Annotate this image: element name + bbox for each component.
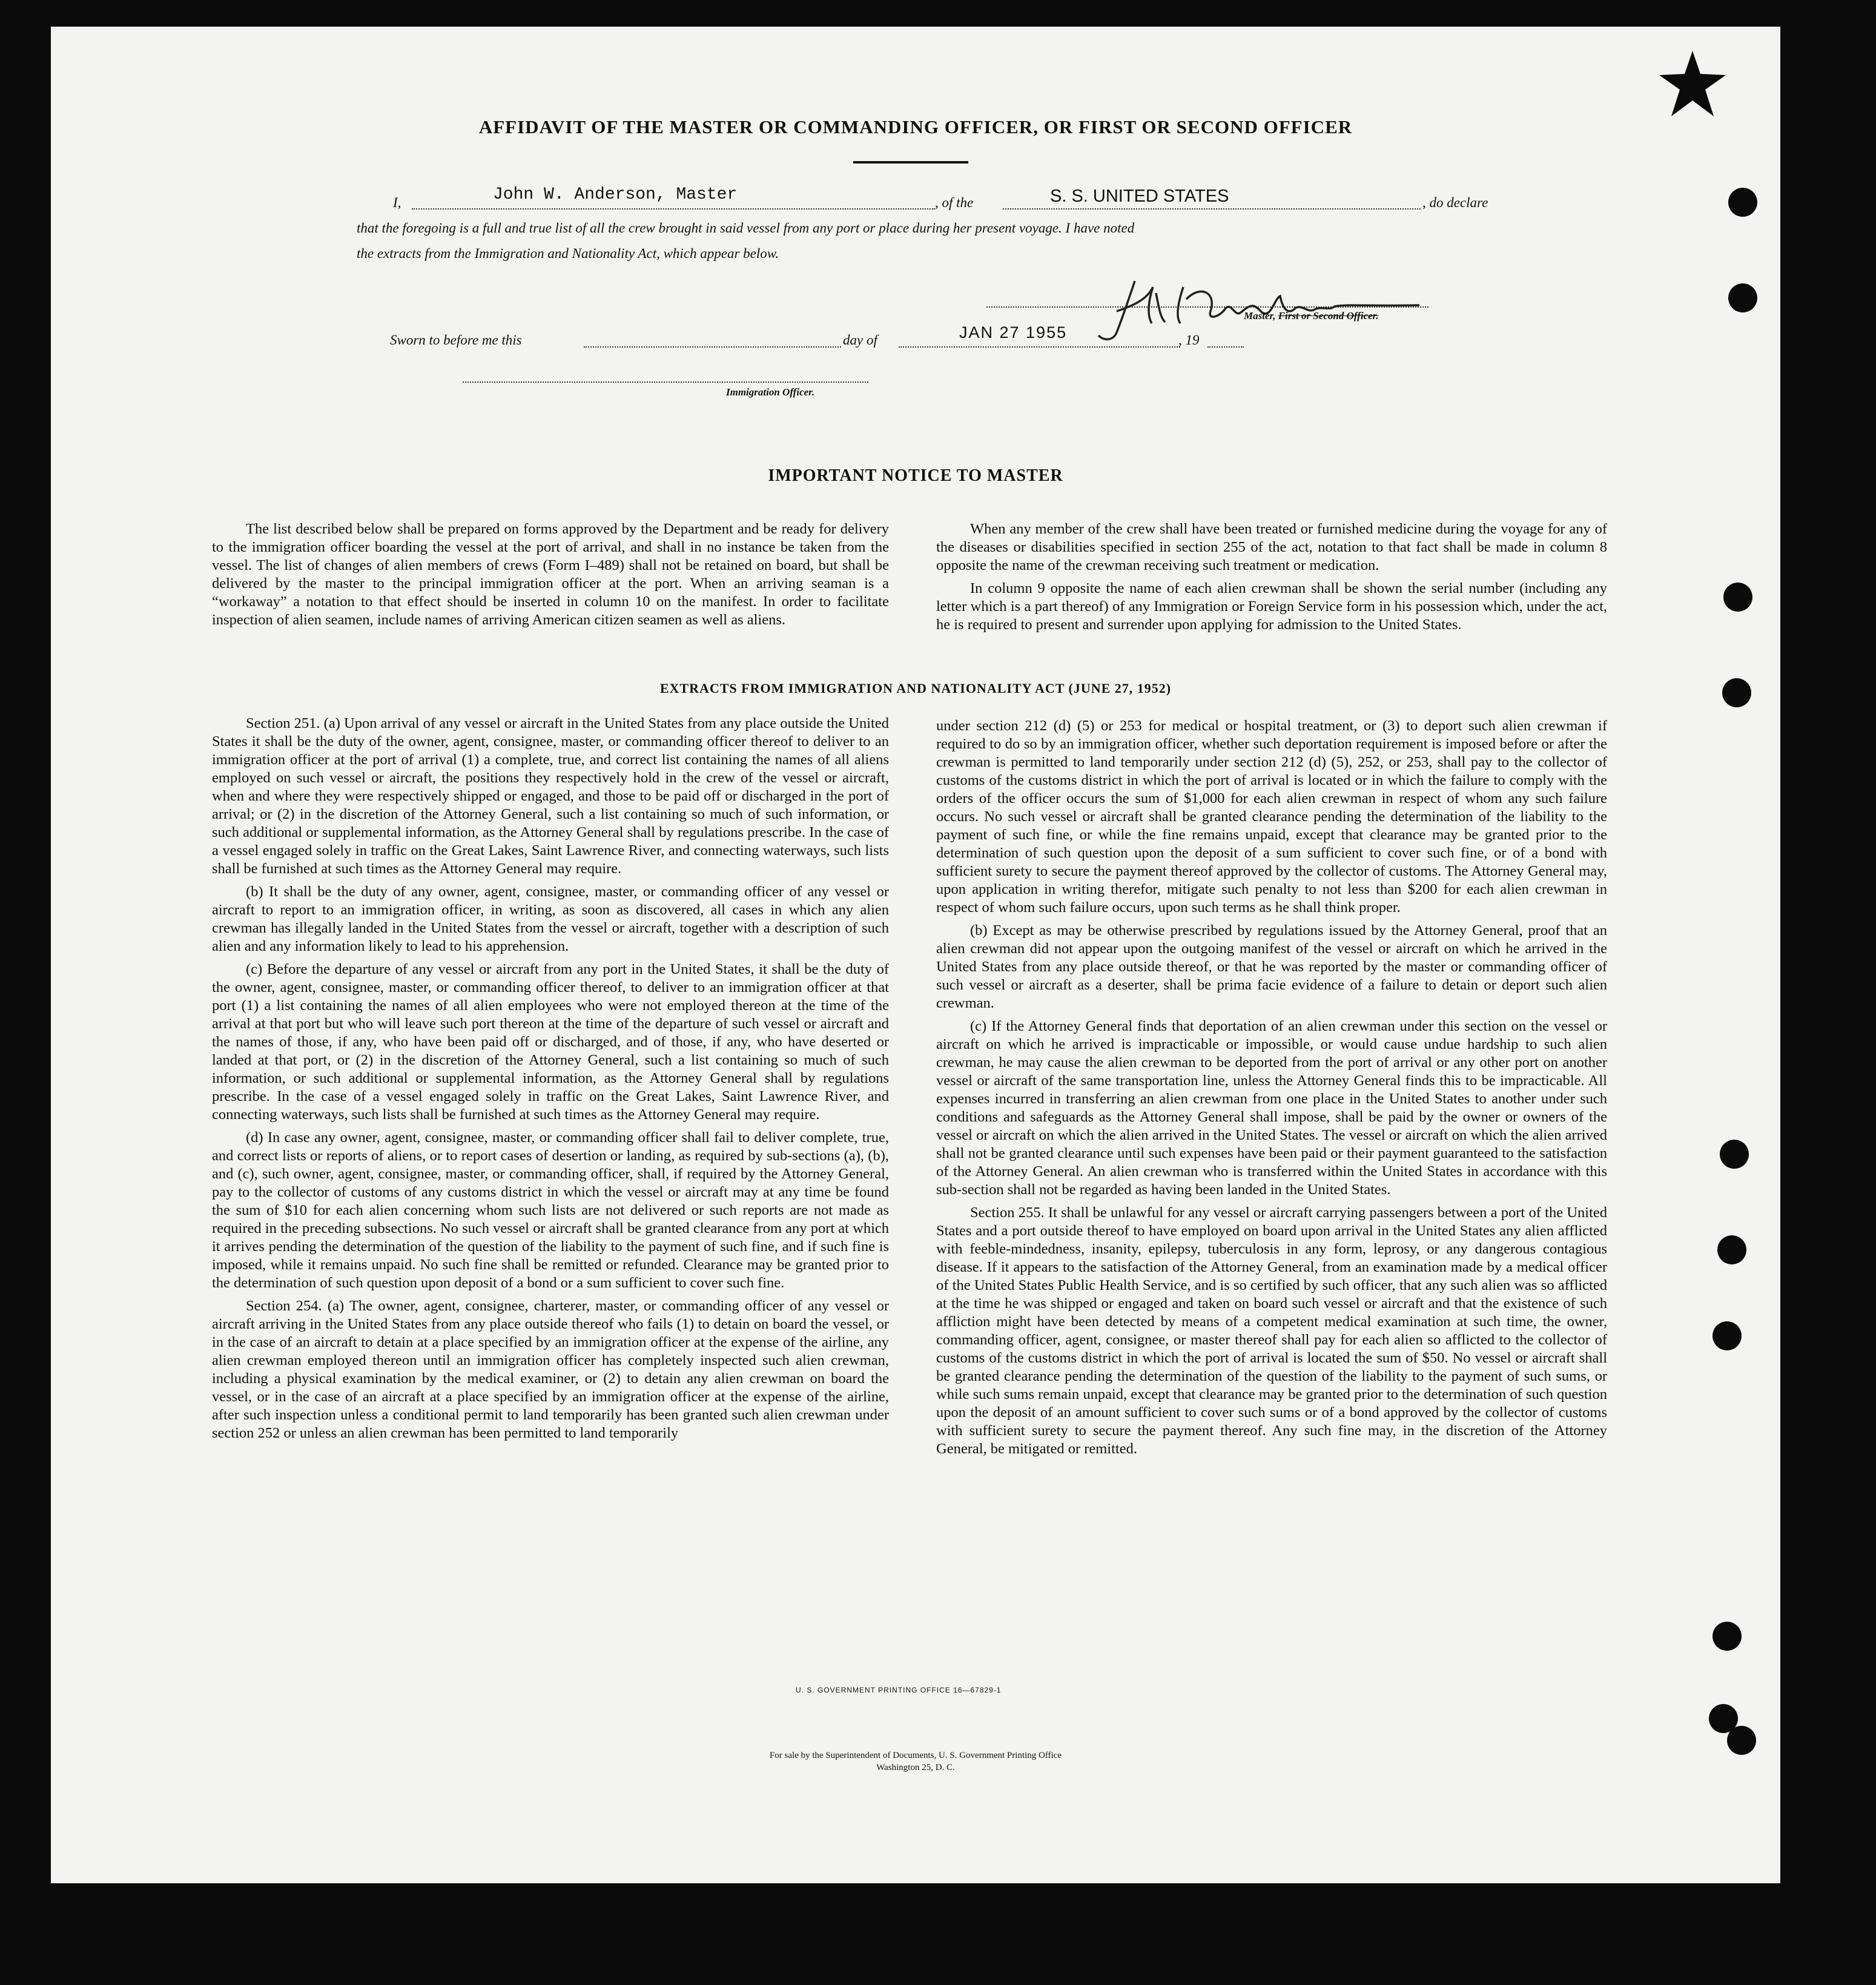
declaration-line-2: the extracts from the Immigration and Nationality Act, which appear below.: [357, 246, 779, 261]
prefix-i: I,: [393, 195, 401, 210]
of-the-label: , of the: [935, 195, 974, 210]
section-254-a-continued: under section 212 (d) (5) or 253 for medical or hospital treatment, or (3) to deport such alien crewman if required to do so by an immigration officer, whether such deportation requirement is imposed before or after the crewman is permitted to land temporarily under section 212 (d) (5), 252, or 253, shall pay to the collector of customs of the customs district in which the port of arrival is located or in which the failure to comply with the orders of the officer occurs the sum of $1,000 for each alien crewman in respect of whom any such failure occurs. No such vessel or aircraft shall be granted clearance pending the determination of the liability to the payment of such fine, or while the fine remains unpaid, except that clearance may be granted prior to the determination of such question upon the deposit of a sum sufficient to cover such fine, or of a bond with sufficient surety to secure the payment thereof approved by the collector of customs. The Attorney General may, upon application in writing therefor, mitigate such penalty to not less than $200 for each alien crewman in respect of whom such failure occurs, upon such terms as he shall think proper.: [936, 718, 1607, 916]
section-251-d: (d) In case any owner, agent, consignee, master, or commanding officer shall fail to deliver complete, true, and correct lists or reports of aliens, or to report cases of desertion or landing, as required by sub-sections (a), (b), and (c), such owner, agent, consignee, master, or commanding officer, shall, if required by the Attorney General, pay to the collector of customs of any customs district in which the vessel or aircraft may at any time be found the sum of $10 for each alien concerning whom such lists are not delivered or such reports are not made as required in the preceding subsections. No such vessel or aircraft shall be granted clearance from any port at which it arrives pending the determination of the question of the liability to the payment of such fine, and if such fine is imposed, while it remains unpaid. No such fine shall be remitted or refunded. Clearance may be granted prior to the determination of such question upon deposit of a bond or a sum sufficient to cover such fine.: [212, 1129, 889, 1291]
sworn-day-line: [584, 346, 841, 348]
declaration-line-1: that the foregoing is a full and true list of all the crew brought in said vessel from any port or place during her present voyage. I have noted: [357, 220, 1135, 236]
sworn-label: Sworn to before me this: [390, 332, 522, 348]
punch-hole: [1723, 583, 1752, 612]
punch-hole: [1717, 1235, 1746, 1264]
year-line: [1207, 346, 1244, 348]
punch-hole: [1727, 1726, 1756, 1755]
notice-right-paragraph-1: When any member of the crew shall have been treated or furnished medicine during the voyage for any of the diseases or disabilities specified in section 255 of the act, notation to that fact shall be made in column 8 opposite the name of the crewman receiving such treatment or medication.: [936, 521, 1607, 573]
section-254-b: (b) Except as may be otherwise prescribed by regulations issued by the Attorney General, proof that an alien crewman did not appear upon the outgoing manifest of the vessel or aircraft on which he arrived in the United States from any place outside thereof, or that he was reported by the master or commanding officer of such vessel or aircraft as a deserter, shall be prima facie evidence of a failure to detain or deport such alien crewman.: [936, 922, 1607, 1011]
sale-line-1: For sale by the Superintendent of Documents, U. S. Government Printing Office: [769, 1751, 1062, 1760]
notice-left-paragraph: The list described below shall be prepared on forms approved by the Department and be ready for delivery to the immigration officer boarding the vessel at the port of arrival, and shall in no instance be taken from the vessel. The list of changes of alien members of crews (Form I–489) shall not be retained on board, but shall be delivered by the master to the principal immigration officer at the port. When an arriving seaman is a “workaway” a notation to that effect should be inserted in column 10 on the manifest. In order to facilitate inspection of alien seamen, include names of arriving American citizen seamen as well as aliens.: [212, 521, 889, 628]
section-251-b: (b) It shall be the duty of any owner, agent, consignee, master, or commanding officer of any vessel or aircraft to report to an immigration officer, in writing, as soon as discovered, all cases in which any alien crewman has illegally landed in the United States from the vessel or aircraft, together with a description of such alien and any information likely to lead to his apprehension.: [212, 884, 889, 954]
extracts-right-column: [936, 717, 1607, 1463]
gpo-imprint: U. S. GOVERNMENT PRINTING OFFICE 16—67829-1: [796, 1686, 1002, 1694]
section-255: Section 255. It shall be unlawful for any vessel or aircraft carrying passengers between a port of the United States and a port outside thereof to have employed on board upon arrival in the United States any alien afflicted with feeble-mindedness, insanity, epilepsy, tuberculosis in any form, leprosy, or any dangerous contagious disease. If it appears to the satisfaction of the Attorney General, from an examination made by a medical officer of the United States Public Health Service, and is so certified by such officer, that any such alien was so afflicted at the time he was shipped or engaged and taken on board such vessel or aircraft and that the existence of such affliction might have been detected by means of a competent medical examination at such time, the owner, commanding officer, agent, consignee, or master thereof shall pay for each alien so afflicted to the collector of customs of the customs district in which the port of arrival is located the sum of $50. No vessel or aircraft shall be granted clearance pending the determination of the question of the liability to the payment of such sums, or while such sums remain unpaid, except that clearance may be granted prior to the determination of such question upon the deposit of an amount sufficient to cover such sums or of a bond approved by the collector of customs with sufficient surety to secure the payment thereof. Any such fine may, in the discretion of the Attorney General, be mitigated or remitted.: [936, 1204, 1607, 1457]
sale-line-2: Washington 25, D. C.: [876, 1763, 955, 1772]
vessel-line: [1003, 208, 1421, 210]
sworn-month-line: [899, 346, 1180, 348]
notice-title: IMPORTANT NOTICE TO MASTER: [768, 466, 1063, 485]
do-declare-label: , do declare: [1422, 195, 1488, 210]
form-sheet: [51, 27, 1780, 1883]
extracts-left-column: [212, 715, 889, 1447]
notice-left-column: [212, 520, 889, 634]
section-254-a: Section 254. (a) The owner, agent, consignee, charterer, master, or commanding officer of any vessel or aircraft arriving in the United States from any place outside thereof who fails (1) to detain on board the vessel, or in the case of an aircraft to detain at a place specified by an immigration officer at the expense of the airline, any alien crewman employed thereon until an immigration officer has completely inspected such alien crewman, including a physical examination by the medical examiner, or (2) to detain any alien crewman on board the vessel, or in the case of an aircraft at a place specified by an immigration officer at the expense of the airline, after such inspection unless a conditional permit to land temporarily has been granted such alien crewman under section 252 or unless an alien crewman has been permitted to land temporarily: [212, 1298, 889, 1441]
master-name: John W. Anderson, Master: [493, 185, 738, 204]
notice-right-column: [936, 520, 1607, 639]
struck-officer-caption: First or Second Officer.: [1278, 310, 1379, 322]
punch-hole: [1720, 1140, 1749, 1169]
torn-corner-icon: [1659, 51, 1726, 117]
section-251-a: Section 251. (a) Upon arrival of any vessel or aircraft in the United States from any place outside the United States it shall be the duty of the owner, agent, consignee, master, or commanding officer thereof to deliver to an immigration officer at the port of arrival (1) a complete, true, and correct list containing the names of all aliens employed on such vessel or aircraft, the positions they respectively hold in the crew of the vessel or aircraft, when and where they were respectively shipped or engaged, and those to be paid off or discharged in the port of arrival; or (2) in the discretion of the Attorney General, such a list containing so much of such information, or such additional or supplemental information, as the Attorney General shall by regulations prescribe. In the case of a vessel engaged solely in traffic on the Great Lakes, Saint Lawrence River, and connecting waterways, such lists shall be furnished at such times as the Attorney General may require.: [212, 715, 889, 877]
punch-hole: [1728, 188, 1757, 217]
year-prefix: , 19: [1178, 332, 1200, 348]
immigration-officer-caption: Immigration Officer.: [726, 386, 815, 398]
punch-hole: [1713, 1321, 1742, 1350]
name-line: [412, 208, 935, 210]
day-of-label: day of: [843, 332, 877, 348]
section-251-c: (c) Before the departure of any vessel or aircraft from any port in the United States, it shall be the duty of the owner, agent, consignee, master, or commanding officer thereof, to deliver to an immigration officer at that port (1) a list containing the names of all alien employees who were not employed thereon at the time of the arrival at that port but who will leave such port thereon at the time of the departure of such vessel or aircraft and the names of those, if any, who have been paid off or discharged, and of those, if any, who have deserted or landed at that port, or (2) in the discretion of the Attorney General, such a list containing so much of such information, or such additional or supplemental information, as the Attorney General shall by regulations prescribe. In the case of a vessel engaged solely in traffic on the Great Lakes, Saint Lawrence River, and connecting waterways, such lists shall be furnished at such times as the Attorney General may require.: [212, 961, 889, 1123]
punch-hole: [1728, 283, 1757, 312]
master-caption: Master, First or Second Officer.: [1244, 310, 1379, 322]
punch-hole: [1713, 1622, 1742, 1651]
notice-right-paragraph-2: In column 9 opposite the name of each alien crewman shall be shown the serial number (including any letter which is a part thereof) of any Immigration or Foreign Service form in his possession which, under the act, he is required to present and surrender upon applying for admission to the United States.: [936, 580, 1607, 633]
affidavit-title: AFFIDAVIT OF THE MASTER OR COMMANDING OFFICER, OR FIRST OR SECOND OFFICER: [478, 116, 1353, 137]
section-254-c: (c) If the Attorney General finds that deportation of an alien crewman under this section on the vessel or aircraft on which he arrived is impracticable or impossible, or would cause undue hardship to such alien crewman, he may cause the alien crewman to be deported from the port of arrival or any other port on another vessel or aircraft of the same transportation line, unless the Attorney General finds this to be impracticable. All expenses incurred in transferring an alien crewman from one place in the United States to another under such conditions and safeguards as the Attorney General shall impose, shall be paid by the owner or owners of the vessel or aircraft on which the alien arrived in the United States. The vessel or aircraft on which the alien arrived shall not be granted clearance until such expenses have been paid or their payment guaranteed to the satisfaction of the Attorney General. An alien crewman who is transferred within the United States in accordance with this sub-section shall not be regarded as having been landed in the United States.: [936, 1018, 1607, 1198]
extracts-title: EXTRACTS FROM IMMIGRATION AND NATIONALITY ACT (JUNE 27, 1952): [659, 681, 1172, 696]
date-stamp: JAN 27 1955: [959, 323, 1068, 342]
punch-hole: [1722, 678, 1751, 707]
immigration-officer-line: [463, 381, 868, 383]
title-rule: [853, 161, 968, 163]
vessel-name: S. S. UNITED STATES: [1050, 187, 1229, 206]
